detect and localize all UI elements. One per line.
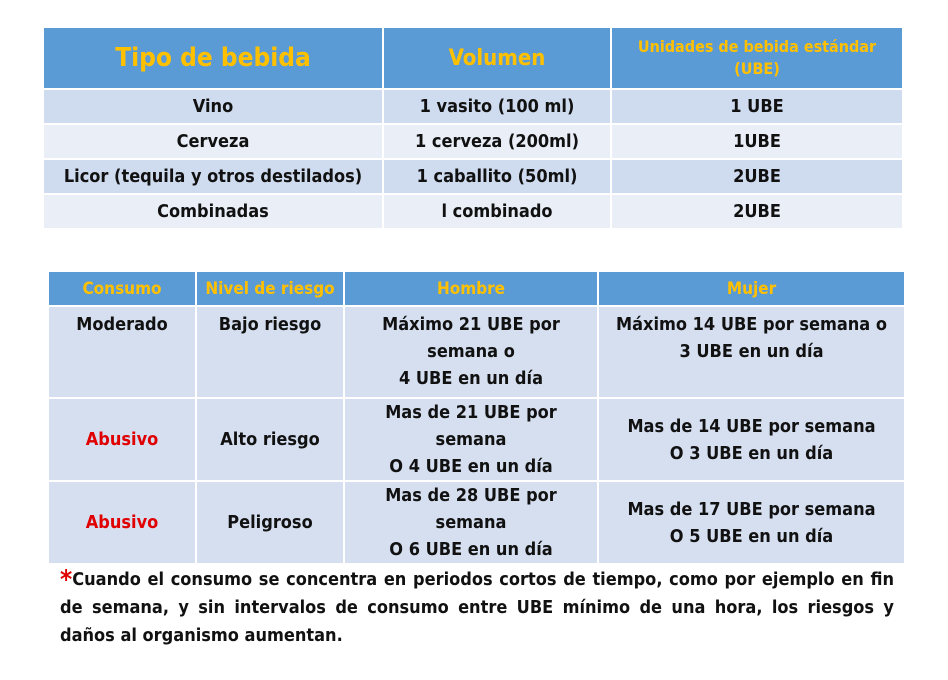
risk-levels-table: [47, 270, 906, 565]
cell-ube: 1UBE: [611, 124, 903, 159]
header-consumo: Consumo: [48, 271, 196, 306]
table-header-row: [48, 271, 905, 306]
cell-line: Mas de 17 UBE por semana: [627, 498, 876, 520]
table-row: [43, 159, 903, 194]
header-mujer: Mujer: [598, 271, 905, 306]
drink-units-table: [42, 26, 904, 230]
footnote-text: Cuando el consumo se concentra en periodos cortos de tiempo, como por ejemplo en fin de semana, y sin intervalos de consumo entre UBE mínimo de una hora, los riesgos y daños al organismo aumentan.: [60, 569, 894, 646]
cell-line: O 4 UBE en un día: [389, 456, 553, 477]
cell-line: O 5 UBE en un día: [669, 525, 834, 547]
cell-line: Mas de 21 UBE por semana: [385, 402, 557, 450]
cell-line: semana o: [427, 341, 515, 362]
header-hombre: Hombre: [344, 271, 598, 306]
table-row: [48, 398, 905, 481]
cell-tipo: Licor (tequila y otros destilados): [43, 159, 383, 194]
header-volumen: Volumen: [383, 27, 611, 89]
cell-ube: 2UBE: [611, 194, 903, 229]
cell-tipo: Vino: [43, 89, 383, 124]
table-row: [43, 194, 903, 229]
cell-ube: 2UBE: [611, 159, 903, 194]
cell-nivel: Bajo riesgo: [196, 306, 344, 398]
cell-line: 4 UBE en un día: [399, 368, 543, 389]
cell-hombre: [344, 306, 598, 398]
footnote-asterisk: *: [60, 565, 73, 595]
cell-tipo: Combinadas: [43, 194, 383, 229]
header-tipo-de-bebida: Tipo de bebida: [43, 27, 383, 89]
cell-line: 3 UBE en un día: [679, 341, 824, 362]
cell-tipo: Cerveza: [43, 124, 383, 159]
cell-volumen: l combinado: [383, 194, 611, 229]
cell-volumen: 1 vasito (100 ml): [383, 89, 611, 124]
cell-nivel: Alto riesgo: [196, 398, 344, 481]
cell-mujer: [598, 398, 905, 481]
cell-mujer: [598, 481, 905, 564]
cell-volumen: 1 cerveza (200ml): [383, 124, 611, 159]
table-header-row: [43, 27, 903, 89]
header-ube: Unidades de bebida estándar (UBE): [611, 27, 903, 89]
table-row: [43, 89, 903, 124]
cell-hombre: [344, 398, 598, 481]
cell-hombre: [344, 481, 598, 564]
cell-consumo: Abusivo: [48, 481, 196, 564]
footnote: [60, 566, 894, 650]
cell-consumo: Moderado: [48, 306, 196, 398]
cell-ube: 1 UBE: [611, 89, 903, 124]
cell-line: Mas de 14 UBE por semana: [627, 415, 876, 437]
cell-line: Máximo 21 UBE por: [382, 314, 560, 335]
cell-line: Máximo 14 UBE por semana o: [615, 314, 887, 335]
cell-line: O 6 UBE en un día: [389, 539, 553, 560]
cell-nivel: Peligroso: [196, 481, 344, 564]
cell-volumen: 1 caballito (50ml): [383, 159, 611, 194]
header-nivel-de-riesgo: Nivel de riesgo: [196, 271, 344, 306]
cell-consumo: Abusivo: [48, 398, 196, 481]
cell-line: O 3 UBE en un día: [669, 442, 834, 464]
table-row: [43, 124, 903, 159]
table-row: [48, 306, 905, 398]
cell-mujer: [598, 306, 905, 398]
table-row: [48, 481, 905, 564]
cell-line: Mas de 28 UBE por semana: [385, 485, 557, 533]
